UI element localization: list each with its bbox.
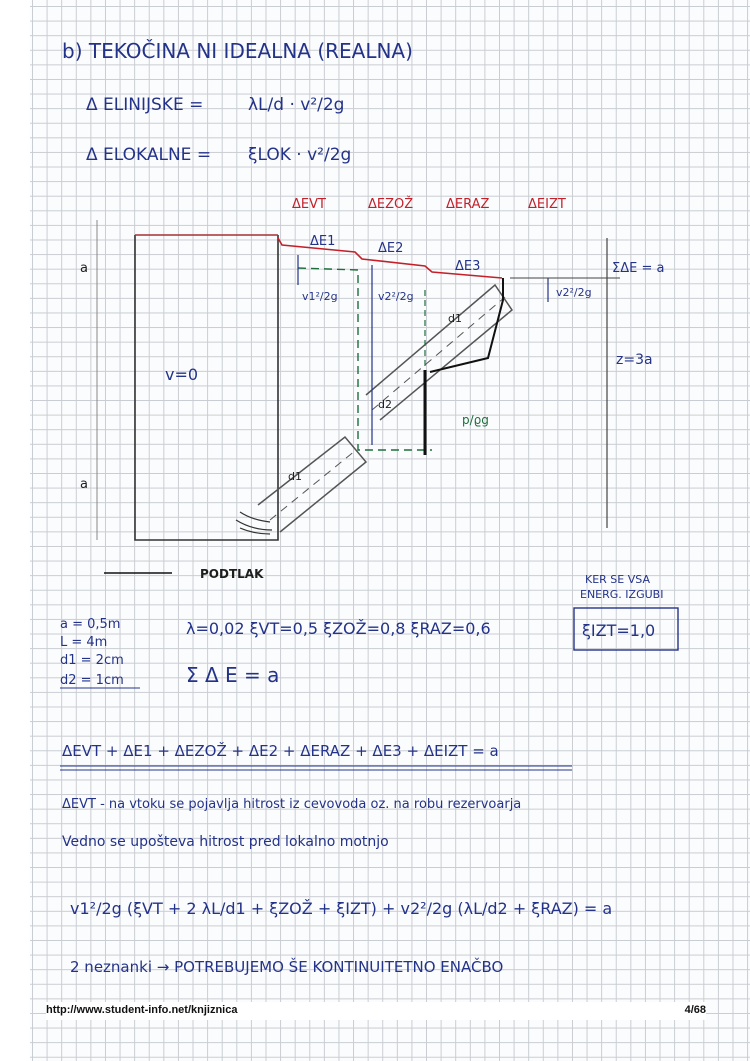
eq-linijske-rhs: λL/d · v²/2g (248, 95, 345, 115)
eq-lokalne-label: Δ ELOKALNE = (86, 145, 212, 165)
sum-dE: Σ Δ E = a (186, 663, 280, 687)
outlet-vector-lines (430, 278, 503, 372)
heading: b) TEKOČINA NI IDEALNA (REALNA) (62, 39, 413, 63)
xi-izt-value: ξIZT=1,0 (582, 621, 656, 640)
label-z-3a: z=3a (616, 352, 653, 368)
label-v1-2g: v1²/2g (302, 290, 338, 303)
page-footer (46, 1002, 706, 1020)
label-dE-izt: ΔEIZT (528, 197, 566, 212)
eq-linijske-label: Δ ELINIJSKE = (86, 95, 204, 115)
label-podtlak: PODTLAK (200, 567, 264, 581)
derivation (60, 741, 612, 976)
label-dE-raz: ΔERAZ (446, 197, 490, 212)
data-line-3: d1 = 2cm (60, 653, 124, 668)
energy-sum-equation: ΔEVT + ΔE1 + ΔEZOŽ + ΔE2 + ΔERAZ + ΔE3 + ΔEIZT = a (62, 742, 499, 760)
d1-label-upper: d1 (448, 312, 462, 325)
footer-page-number: 4/68 (684, 1004, 706, 1016)
explain-line-1: ΔEVT - na vtoku se pojavlja hitrost iz cevovoda oz. na robu rezervoarja (62, 797, 522, 812)
pipe-d2-centerline (372, 297, 505, 410)
tank-outline (135, 235, 278, 540)
d2-label: d2 (378, 398, 392, 411)
label-dE3: ΔE3 (455, 259, 481, 274)
explain-line-2: Vedno se upošteva hitrost pred lokalno motnjo (62, 834, 389, 850)
ker-note-1: KER SE VSA (585, 573, 650, 586)
a-label-1: a (80, 261, 88, 276)
coefficients: λ=0,02 ξVT=0,5 ξZOŽ=0,8 ξRAZ=0,6 (186, 619, 491, 638)
eq-lokalne-rhs: ξLOK · v²/2g (248, 145, 352, 165)
tank-pipe-diagram (80, 196, 664, 581)
pipe-d1 (258, 437, 366, 532)
a-label-2: a (80, 477, 88, 492)
data-line-1: a = 0,5m (60, 617, 121, 632)
label-dE-vt: ΔEVT (292, 197, 326, 212)
label-dE2: ΔE2 (378, 241, 404, 256)
final-equation: v1²/2g (ξVT + 2 λL/d1 + ξZOŽ + ξIZT) + v2²/2g (λL/d2 + ξRAZ) = a (70, 899, 613, 918)
label-dE1: ΔE1 (310, 234, 336, 249)
given-data (60, 573, 678, 688)
data-line-4: d2 = 1cm (60, 673, 124, 688)
v-zero-label: v=0 (165, 365, 199, 384)
label-v2-2g: v2²/2g (378, 290, 414, 303)
label-v2-2g-exit: v2²/2g (556, 286, 592, 299)
ker-note-2: ENERG. IZGUBI (580, 588, 664, 601)
data-line-2: L = 4m (60, 635, 108, 650)
label-sum-dE: ΣΔE = a (612, 261, 665, 276)
inlet-flow-marks (236, 512, 272, 534)
conclusion: 2 neznanki → POTREBUJEMO ŠE KONTINUITETNO ENAČBO (70, 958, 504, 976)
d1-label: d1 (288, 470, 302, 483)
label-dE-zoz: ΔEZOŽ (368, 197, 414, 212)
label-p-rho-g: p/ϱg (462, 413, 489, 427)
footer-url[interactable]: http://www.student-info.net/knjiznica (46, 1004, 238, 1016)
